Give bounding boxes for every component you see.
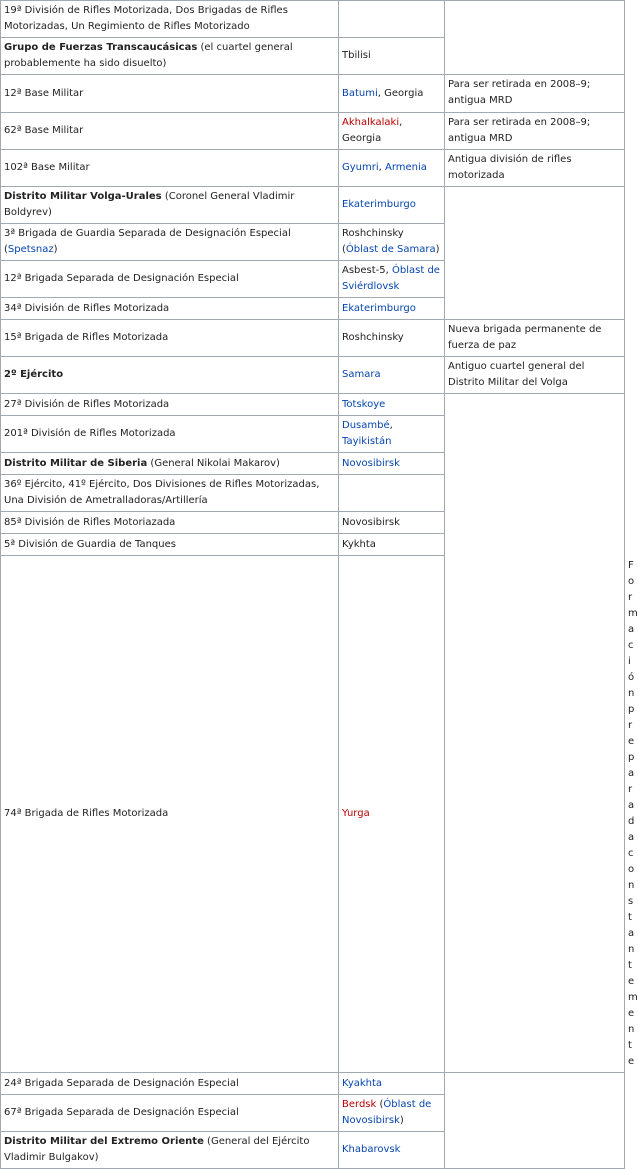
- cell-text: 2º Ejército: [4, 369, 64, 380]
- location-cell: [339, 224, 445, 261]
- unit-cell: [1, 150, 339, 187]
- cell-text: 36º Ejército, 41º Ejército, Dos Divisiones de Rifles Motorizadas, Una División de Ametralladoras/Artillería: [4, 479, 320, 506]
- cell-text: Antiguo cuartel general del Distrito Militar del Volga: [448, 361, 585, 388]
- cell-text: Distrito Militar de Siberia: [4, 457, 148, 469]
- cell-text: Kykhta: [342, 538, 376, 550]
- cell-text: 12ª Brigada Separada de Designación Especial: [4, 273, 239, 284]
- wiki-link[interactable]: Totskoye: [342, 398, 386, 410]
- wiki-link[interactable]: Batumi: [342, 87, 378, 99]
- unit-cell: [1, 556, 339, 1073]
- cell-text: Para ser retirada en 2008–9; antigua MRD: [448, 79, 591, 106]
- unit-cell: [1, 38, 339, 75]
- unit-cell: [1, 512, 339, 534]
- unit-cell: [1, 394, 339, 416]
- cell-text: Novosibirsk: [342, 516, 400, 528]
- notes-cell: [445, 357, 625, 394]
- cell-text: ,: [378, 162, 385, 173]
- location-cell: [339, 1132, 445, 1169]
- cell-text: Distrito Militar Volga-Urales: [4, 191, 162, 202]
- cell-text: 62ª Base Militar: [4, 125, 84, 136]
- unit-cell: [1, 187, 339, 224]
- location-cell: [339, 261, 445, 298]
- table-row: [1, 320, 625, 357]
- cell-text: Roshchinsky (: [342, 228, 404, 255]
- location-cell: [339, 187, 445, 224]
- unit-cell: [1, 224, 339, 261]
- unit-cell: [1, 534, 339, 556]
- wiki-link[interactable]: Novosibirsk: [342, 457, 400, 469]
- cell-text: Para ser retirada en 2008–9; antigua MRD: [448, 117, 591, 144]
- unit-cell: [1, 261, 339, 298]
- cell-text: , Georgia: [377, 87, 424, 99]
- location-cell: [339, 534, 445, 556]
- unit-cell: [1, 357, 339, 394]
- location-cell: [339, 150, 445, 187]
- cell-text: ): [435, 244, 440, 255]
- cell-text: Asbest-5,: [342, 265, 393, 276]
- notes-cell: [445, 150, 625, 187]
- notes-cell: [445, 75, 625, 113]
- cell-text: (General del Ejército Vladimir Bulgakov): [4, 1136, 310, 1163]
- unit-cell: [1, 475, 339, 512]
- location-cell: [339, 556, 445, 1073]
- cell-text: Distrito Militar del Extremo Oriente: [4, 1136, 204, 1147]
- cell-text: 74ª Brigada de Rifles Motorizada: [4, 808, 169, 819]
- table-row: [1, 187, 625, 224]
- location-cell: [339, 475, 445, 512]
- cell-text: 85ª División de Rifles Motoriazada: [4, 516, 176, 528]
- cell-text: ): [399, 1115, 404, 1126]
- cell-text: (: [376, 1099, 384, 1110]
- location-cell: [339, 357, 445, 394]
- cell-text: 15ª Brigada de Rifles Motorizada: [4, 332, 169, 343]
- cell-text: Antigua división de rifles motorizada: [448, 154, 572, 181]
- location-cell: [339, 453, 445, 475]
- wiki-link[interactable]: Armenia: [385, 162, 427, 173]
- cell-text: 34ª División de Rifles Motorizada: [4, 302, 170, 314]
- unit-cell: [1, 298, 339, 320]
- cell-text: (el cuartel general probablemente ha sido disuelto): [4, 42, 293, 69]
- wiki-link[interactable]: Tayikistán: [342, 436, 392, 447]
- table-row: [1, 1073, 625, 1095]
- unit-cell: [1, 1, 339, 38]
- unit-cell: [1, 320, 339, 357]
- cell-text: 67ª Brigada Separada de Designación Especial: [4, 1107, 239, 1118]
- location-cell: [339, 512, 445, 534]
- cell-text: Tbilisi: [342, 50, 371, 61]
- cell-text: 3ª Brigada de Guardia Separada de Designación Especial (: [4, 228, 291, 255]
- location-cell: [339, 394, 445, 416]
- wiki-link[interactable]: Óblast de Samara: [345, 244, 436, 255]
- wiki-link[interactable]: Samara: [342, 369, 381, 380]
- notes-cell: [445, 320, 625, 357]
- cell-text: 24ª Brigada Separada de Designación Especial: [4, 1077, 239, 1089]
- wiki-link[interactable]: Gyumri: [342, 162, 379, 173]
- unit-cell: [1, 1095, 339, 1132]
- unit-cell: [1, 416, 339, 453]
- red-link[interactable]: Berdsk: [342, 1099, 377, 1110]
- table-row: [1, 113, 625, 150]
- notes-cell: [445, 187, 625, 320]
- location-cell: [339, 416, 445, 453]
- red-link[interactable]: Yurga: [342, 808, 370, 819]
- cell-text: , Georgia: [342, 117, 403, 144]
- location-cell: [339, 1, 445, 38]
- wiki-link[interactable]: Óblast de Novosibirsk: [342, 1099, 432, 1126]
- unit-cell: [1, 113, 339, 150]
- cell-text: Formación preparada constantemente: [628, 560, 638, 1067]
- cell-text: Grupo de Fuerzas Transcaucásicas: [4, 42, 198, 53]
- location-cell: [339, 113, 445, 150]
- location-cell: [339, 75, 445, 113]
- cell-text: 12ª Base Militar: [4, 87, 84, 99]
- table-row: [1, 75, 625, 113]
- table-row: [1, 150, 625, 187]
- unit-cell: [1, 75, 339, 113]
- location-cell: [339, 1073, 445, 1095]
- wiki-link[interactable]: Óblast de Sviérdlovsk: [342, 265, 440, 292]
- table-row: [1, 357, 625, 394]
- wiki-link[interactable]: Spetsnaz: [7, 244, 54, 255]
- table-row: [1, 394, 625, 416]
- cell-text: Roshchinsky: [342, 332, 404, 343]
- cell-text: 102ª Base Militar: [4, 162, 90, 173]
- notes-cell: [445, 394, 625, 1073]
- notes-cell: [445, 1, 625, 75]
- cell-text: (General Nikolai Makarov): [147, 457, 280, 469]
- cell-text: 5ª División de Guardia de Tanques: [4, 538, 176, 550]
- red-link[interactable]: Akhalkalaki: [342, 117, 400, 128]
- table-row: [1, 1, 625, 38]
- wiki-link[interactable]: Ekaterimburgo: [342, 199, 416, 210]
- wiki-link[interactable]: Khabarovsk: [342, 1144, 401, 1155]
- location-cell: [339, 298, 445, 320]
- location-cell: [339, 1095, 445, 1132]
- cell-text: (Coronel General Vladimir Boldyrev): [4, 191, 295, 218]
- cell-text: ): [53, 244, 58, 255]
- cell-text: 27ª División de Rifles Motorizada: [4, 398, 170, 410]
- wiki-link[interactable]: Kyakhta: [342, 1077, 383, 1089]
- notes-cell: [445, 1073, 625, 1169]
- cell-text: Nueva brigada permanente de fuerza de paz: [448, 324, 602, 351]
- unit-cell: [1, 1132, 339, 1169]
- location-cell: [339, 38, 445, 75]
- wiki-link[interactable]: Dusambé: [342, 420, 390, 431]
- cell-text: ,: [389, 420, 393, 431]
- cell-text: 201ª División de Rifles Motorizada: [4, 428, 176, 439]
- unit-cell: [1, 453, 339, 475]
- unit-cell: [1, 1073, 339, 1095]
- notes-cell: [445, 113, 625, 150]
- location-cell: [339, 320, 445, 357]
- cell-text: 19ª División de Rifles Motorizada, Dos Brigadas de Rifles Motorizadas, Un Regimiento de Rifles Motorizado: [4, 5, 288, 32]
- wiki-link[interactable]: Ekaterimburgo: [342, 302, 416, 314]
